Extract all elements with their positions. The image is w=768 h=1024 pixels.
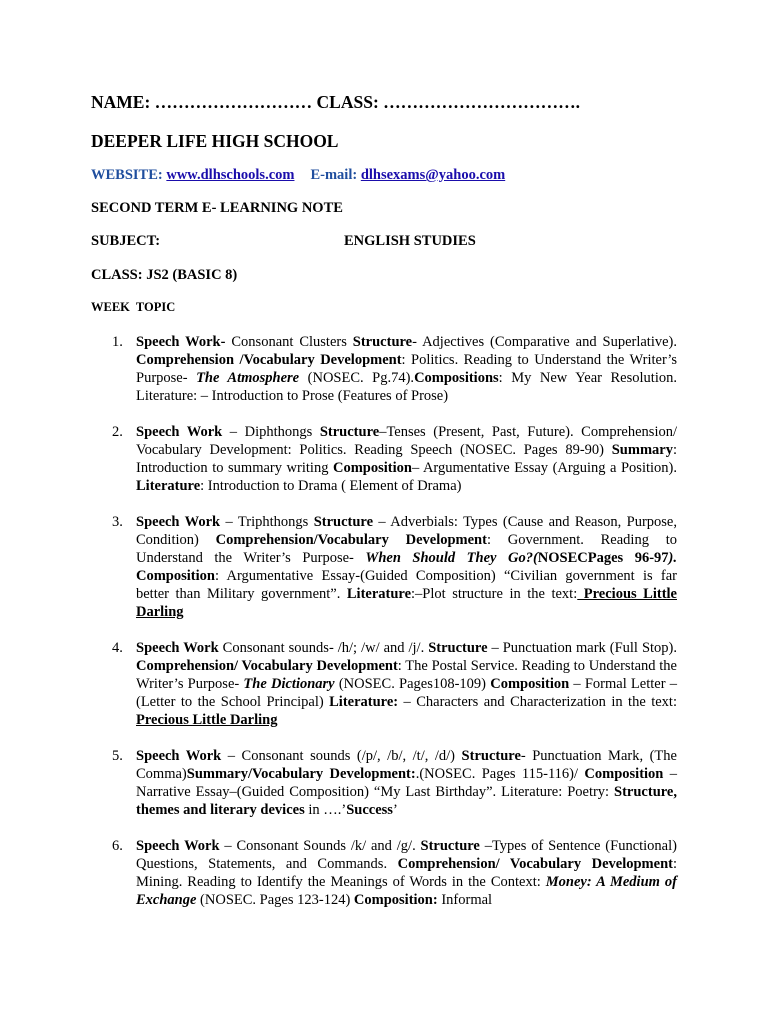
email-label: E-mail: <box>310 167 358 183</box>
topic-text-segment: Success <box>346 802 393 818</box>
topic-text-segment: – Adverbials: Types (Cause and Reason, Purpose, Condition) <box>136 514 677 548</box>
topic-text-segment: Money: A Medium of Exchange <box>136 874 677 908</box>
topic-text-segment: NOSECPages 96-97 <box>537 550 669 566</box>
topic-text-segment: Structure <box>420 838 480 854</box>
topic-text-segment: Comprehension/ Vocabulary Development <box>397 856 673 872</box>
topic-text-segment: – Punctuation mark (Full Stop). <box>487 640 677 656</box>
topic-text-segment: Structure <box>319 424 380 440</box>
topic-text-segment: - Punctuation Mark, (The Comma) <box>136 748 677 782</box>
topic-text-segment: –Tenses (Present, Past, Future). Comprehension/ Vocabulary Development: Politics. Reading Speech (NOSEC. Pages 89-90) <box>136 424 677 458</box>
topic-item <box>100 837 677 909</box>
topic-text-segment: Composition <box>490 676 570 692</box>
term-title: SECOND TERM E- LEARNING NOTE <box>91 200 343 216</box>
topic-text-segment: – Characters and Characterization in the text: <box>398 694 677 710</box>
topic-text-segment: (NOSEC. Pages 123-124) <box>196 892 354 908</box>
topic-text-segment: Composition: <box>353 892 438 908</box>
topic-text-segment: – Argumentative Essay (Arguing a Position). <box>411 460 677 476</box>
topic-text-segment: Consonant Clusters <box>225 334 353 350</box>
topic-text-segment: – Formal Letter – (Letter to the School Principal) <box>136 676 677 710</box>
topic-text-segment: Speech Work <box>136 424 223 440</box>
topic-text-segment: (NOSEC. Pages108-109) <box>334 676 491 692</box>
topic-text-segment: Structure, themes and literary devices <box>136 784 677 818</box>
topic-text-segment: Structure <box>461 748 521 764</box>
topic-text-segment: - Adjectives (Comparative and Superlative). <box>412 334 677 350</box>
topic-text-segment: .(NOSEC. Pages 115-116)/ <box>415 766 585 782</box>
topic-number: 2. <box>112 424 123 440</box>
topic-item <box>100 639 677 729</box>
topic-text-segment: Speech Work <box>136 640 219 656</box>
topic-item <box>100 333 677 405</box>
name-class-line: NAME: ……………………… CLASS: ……………………………. <box>91 92 581 112</box>
school-name: DEEPER LIFE HIGH SCHOOL <box>91 131 339 151</box>
topic-text-segment: – Diphthongs <box>222 424 320 440</box>
topic-text-segment: :–Plot structure in the text: <box>411 586 578 602</box>
topic-text-segment: : Mining. Reading to Identify the Meanings of Words in the Context: <box>136 856 677 890</box>
topic-text-segment: Composition <box>136 568 215 584</box>
topic-text-segment: : The Postal Service. Reading to Understand the Writer’s Purpose- <box>136 658 677 692</box>
week-topic-heading <box>91 300 175 315</box>
subject-line <box>91 233 476 250</box>
topic-number: 6. <box>112 838 123 854</box>
topic-text-segment: ). <box>668 550 677 566</box>
topic-list <box>100 333 677 927</box>
topic-text-segment: – Triphthongs <box>220 514 314 530</box>
topic-text-segment: Summary <box>611 442 673 458</box>
topic-text-segment: Summary/Vocabulary Development: <box>186 766 416 782</box>
topic-text-segment: in ….’ <box>304 802 347 818</box>
topic-number: 3. <box>112 514 123 530</box>
week-label: WEEK <box>91 300 130 314</box>
topic-text-segment: Speech Work <box>136 838 220 854</box>
subject-label: SUBJECT: <box>91 233 161 249</box>
website-label: WEBSITE: <box>91 167 163 183</box>
topic-text-segment: Structure <box>428 640 488 656</box>
subject-value: ENGLISH STUDIES <box>344 233 476 249</box>
topic-text-segment: Literature <box>346 586 412 602</box>
topic-text-segment: Composition <box>584 766 664 782</box>
topic-text-segment: Consonant sounds- /h/; /w/ and /j/. <box>218 640 429 656</box>
topic-text-segment: Speech Work- <box>136 334 226 350</box>
topic-text-segment: Literature: <box>329 694 399 710</box>
topic-text-segment: Comprehension /Vocabulary Development <box>136 352 402 368</box>
topic-text-segment: Structure <box>313 514 374 530</box>
topic-number: 4. <box>112 640 123 656</box>
topic-text-segment: : Politics. Reading to Understand the Writer’s Purpose- <box>136 352 677 386</box>
topic-text-segment: – Consonant Sounds /k/ and /g/. <box>219 838 421 854</box>
topic-text-segment: : Introduction to summary writing <box>136 442 677 476</box>
topic-text-segment: – Narrative Essay–(Guided Composition) “My Last Birthday”. Literature: Poetry: <box>136 766 677 800</box>
topic-label: TOPIC <box>135 300 176 314</box>
topic-text-segment: Compositions <box>414 370 499 386</box>
topic-text-segment: : Argumentative Essay-(Guided Composition) “Civilian government is far better than Military government”. <box>136 568 677 602</box>
topic-text-segment: Speech Work <box>136 748 222 764</box>
topic-number: 5. <box>112 748 123 764</box>
email-link[interactable]: dlhsexams@yahoo.com <box>360 167 506 183</box>
topic-text-segment: : Government. Reading to Understand the Writer’s Purpose- <box>136 532 677 566</box>
topic-text-segment: Structure <box>352 334 413 350</box>
topic-item <box>100 423 677 495</box>
class-line: CLASS: JS2 (BASIC 8) <box>91 267 238 283</box>
topic-text-segment: Precious Little Darling <box>136 586 677 620</box>
contact-line <box>91 167 505 184</box>
topic-text-segment: : Introduction to Drama ( Element of Drama) <box>200 478 462 494</box>
topic-text-segment: Speech Work <box>136 514 221 530</box>
topic-text-segment: ’ <box>392 802 398 818</box>
topic-text-segment: : My New Year Resolution. Literature: – Introduction to Prose (Features of Prose) <box>136 370 677 404</box>
topic-text-segment: Informal <box>437 892 493 908</box>
topic-text-segment: Precious Little Darling <box>136 712 278 728</box>
topic-text-segment: (NOSEC. Pg.74). <box>299 370 415 386</box>
topic-item <box>100 747 677 819</box>
topic-text-segment: The Dictionary <box>243 676 335 692</box>
topic-text-segment: The Atmosphere <box>196 370 300 386</box>
topic-text-segment: –Types of Sentence (Functional) Questions, Statements, and Commands. <box>136 838 677 872</box>
topic-number: 1. <box>112 334 123 350</box>
topic-item <box>100 513 677 621</box>
topic-text-segment: Comprehension/Vocabulary Development <box>215 532 487 548</box>
topic-text-segment: Comprehension/ Vocabulary Development <box>136 658 398 674</box>
website-link[interactable]: www.dlhschools.com <box>166 167 295 183</box>
topic-text-segment: – Consonant sounds (/p/, /b/, /t/, /d/) <box>221 748 462 764</box>
topic-text-segment: Composition <box>332 460 412 476</box>
topic-text-segment: Literature <box>136 478 201 494</box>
topic-text-segment: When Should They Go?( <box>365 550 538 566</box>
